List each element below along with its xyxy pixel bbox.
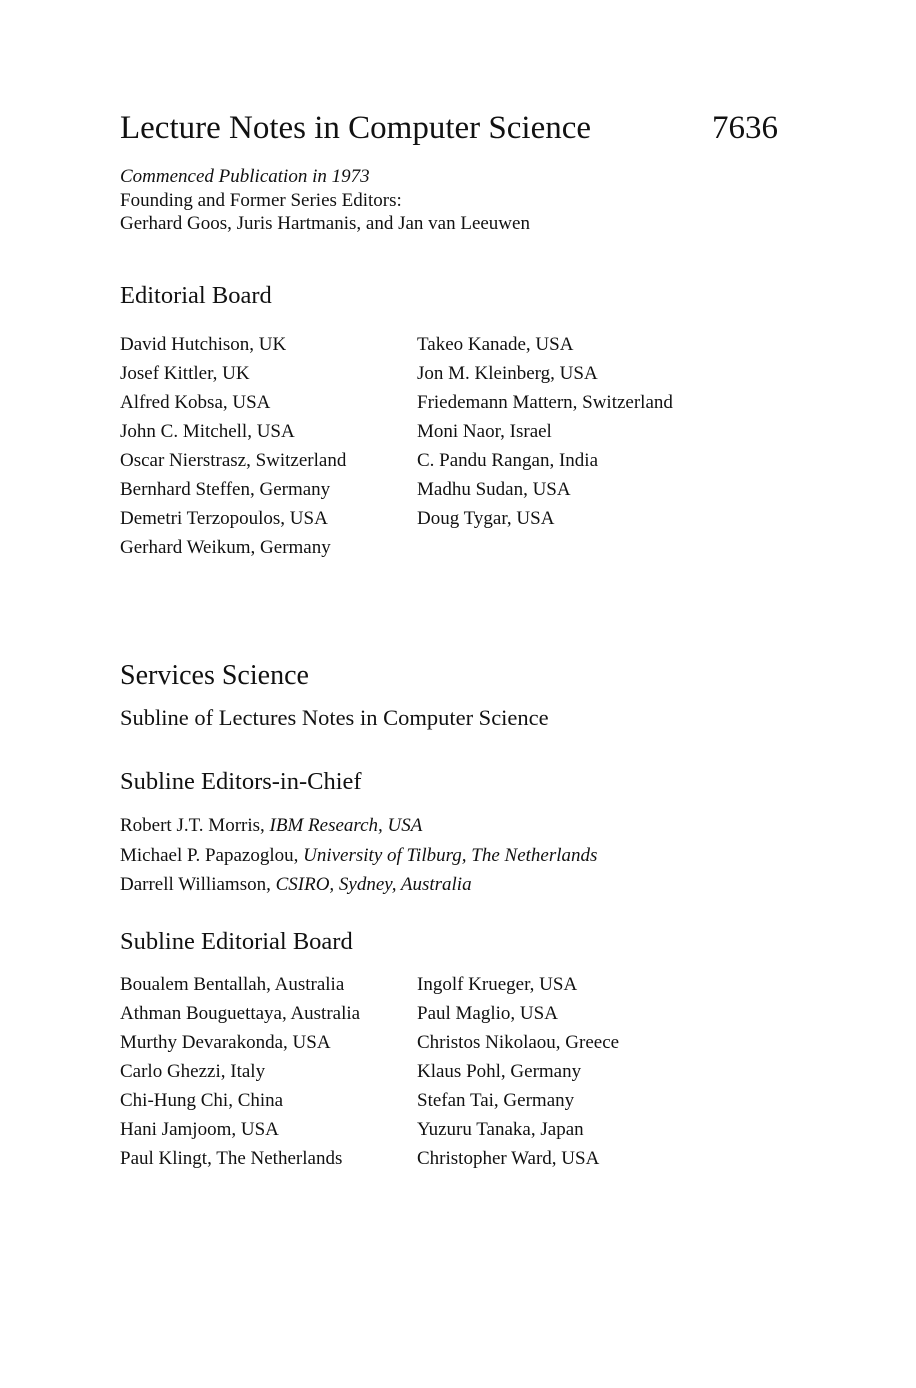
subline-board-left-column	[120, 970, 360, 1173]
board-member: David Hutchison, UK	[120, 334, 287, 355]
subline-board-member: Boualem Bentallah, Australia	[120, 974, 345, 995]
subline-board-heading: Subline Editorial Board	[120, 928, 353, 955]
chief-entry	[120, 870, 597, 900]
board-member: Oscar Nierstrasz, Switzerland	[120, 450, 347, 471]
subline-subtitle: Subline of Lectures Notes in Computer Science	[120, 705, 549, 730]
subline-board-member: Christopher Ward, USA	[417, 1148, 600, 1169]
chief-entry	[120, 811, 597, 841]
board-member: Gerhard Weikum, Germany	[120, 537, 331, 558]
chiefs-list	[120, 811, 597, 900]
board-member: Madhu Sudan, USA	[417, 479, 571, 500]
subline-board-member: Paul Maglio, USA	[417, 1003, 558, 1024]
chief-affiliation: CSIRO, Sydney, Australia	[275, 874, 472, 895]
board-member: Friedemann Mattern, Switzerland	[417, 392, 673, 413]
board-member: John C. Mitchell, USA	[120, 421, 295, 442]
board-member: Moni Naor, Israel	[417, 421, 552, 442]
subline-board-member: Yuzuru Tanaka, Japan	[417, 1119, 584, 1140]
chief-name: Robert J.T. Morris,	[120, 815, 270, 836]
board-member: Bernhard Steffen, Germany	[120, 479, 331, 500]
board-member: Josef Kittler, UK	[120, 363, 250, 384]
subline-board-member: Klaus Pohl, Germany	[417, 1061, 582, 1082]
series-title: Lecture Notes in Computer Science	[120, 110, 592, 146]
series-intro	[120, 165, 530, 236]
subline-board-member: Ingolf Krueger, USA	[417, 974, 578, 995]
subline-board-member: Murthy Devarakonda, USA	[120, 1032, 331, 1053]
subline-board-right-column	[417, 970, 619, 1173]
editorial-board-right-column	[417, 330, 673, 533]
commenced-line: Commenced Publication in 1973	[120, 166, 370, 187]
board-member: Jon M. Kleinberg, USA	[417, 363, 598, 384]
subline-title: Services Science	[120, 660, 309, 691]
editorial-board-left-column	[120, 330, 346, 562]
chief-name: Darrell Williamson,	[120, 874, 276, 895]
founding-label: Founding and Former Series Editors:	[120, 189, 402, 211]
chief-affiliation: IBM Research, USA	[269, 815, 423, 836]
subline-board-member: Carlo Ghezzi, Italy	[120, 1061, 266, 1082]
chiefs-heading: Subline Editors-in-Chief	[120, 768, 362, 795]
editorial-board-heading: Editorial Board	[120, 282, 272, 309]
subline-board-member: Christos Nikolaou, Greece	[417, 1032, 620, 1053]
chief-entry	[120, 841, 597, 871]
board-member: Alfred Kobsa, USA	[120, 392, 271, 413]
chief-affiliation: University of Tilburg, The Netherlands	[303, 844, 598, 866]
subline-board-member: Hani Jamjoom, USA	[120, 1119, 279, 1140]
board-member: Takeo Kanade, USA	[417, 334, 574, 355]
subline-board-member: Chi-Hung Chi, China	[120, 1090, 284, 1111]
board-member: Demetri Terzopoulos, USA	[120, 508, 328, 529]
subline-board-member: Athman Bouguettaya, Australia	[120, 1003, 361, 1024]
board-member: Doug Tygar, USA	[417, 508, 555, 529]
founding-names: Gerhard Goos, Juris Hartmanis, and Jan van Leeuwen	[120, 213, 530, 234]
board-member: C. Pandu Rangan, India	[417, 450, 599, 471]
chief-name: Michael P. Papazoglou,	[120, 844, 304, 866]
subline-board-member: Paul Klingt, The Netherlands	[120, 1148, 343, 1169]
volume-number: 7636	[712, 110, 778, 146]
subline-board-member: Stefan Tai, Germany	[417, 1090, 575, 1111]
